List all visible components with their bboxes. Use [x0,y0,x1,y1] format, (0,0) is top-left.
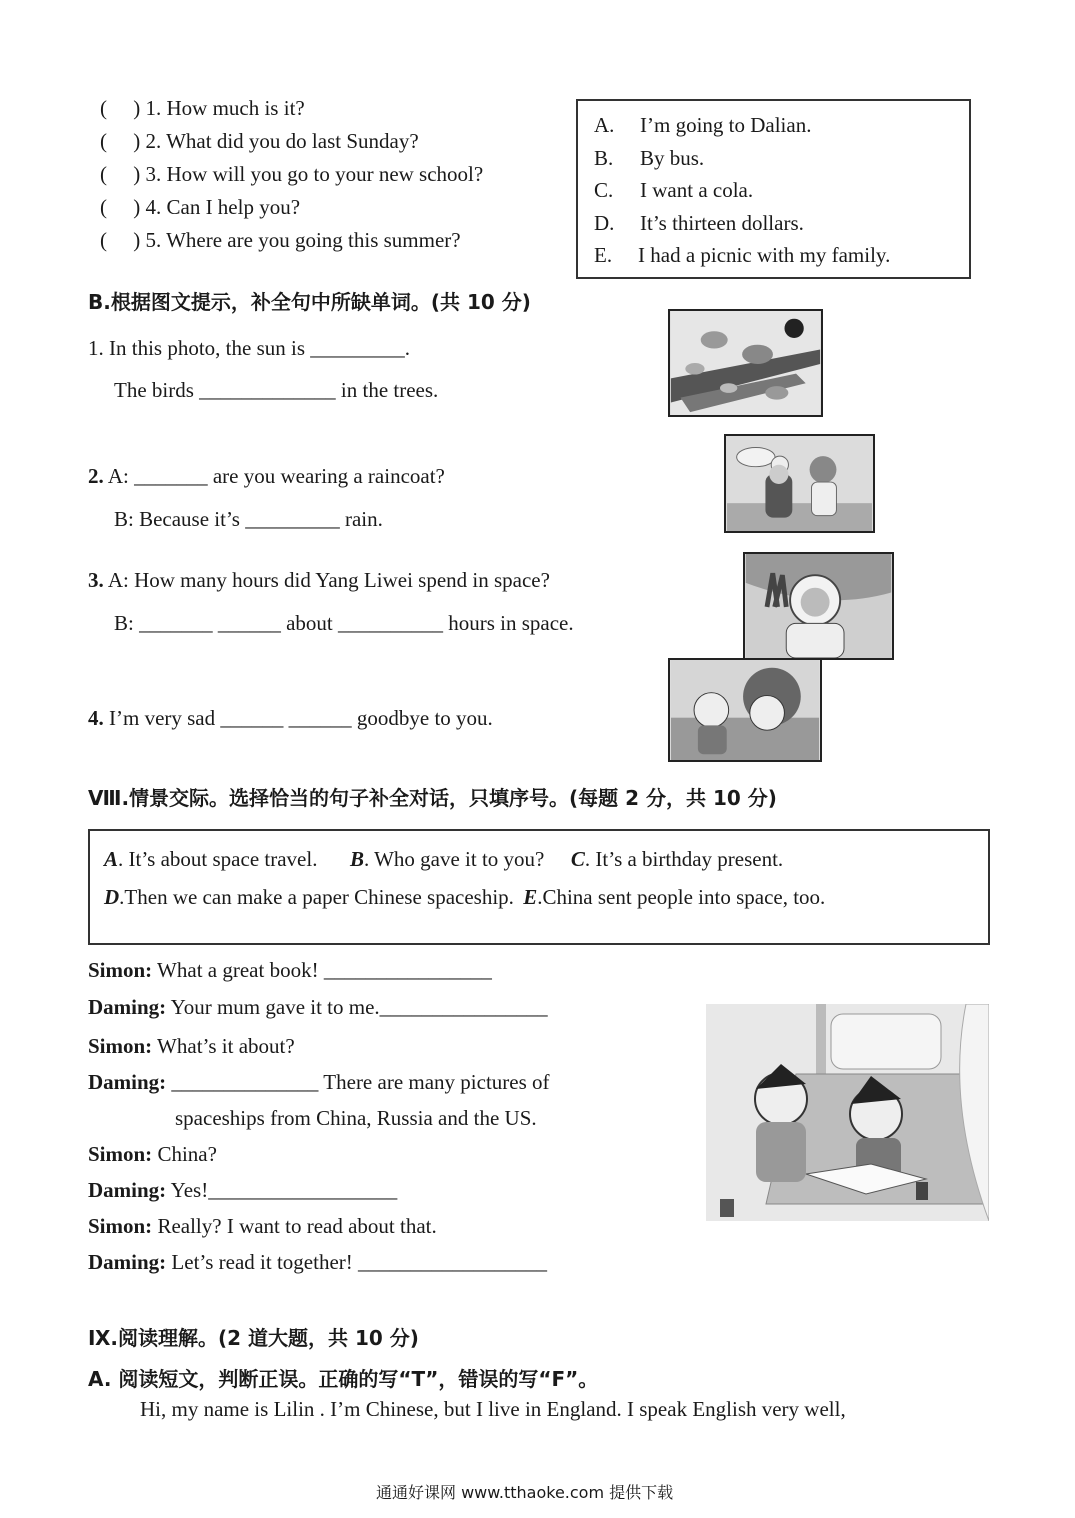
dialogue-speaker-9: Daming: [88,1250,167,1274]
section-b-q3-number: 3. [88,568,104,592]
dialogue-line-1 [88,958,492,983]
picture-astronaut [743,552,894,660]
section-b-q1-line1: 1. In this photo, the sun is _________. [88,336,411,360]
dialogue-text-7: Yes!__________________ [166,1178,398,1202]
option-d-letter: D [104,885,120,909]
dialogue-line-7 [88,1178,397,1203]
section-b-heading: B.根据图文提示，补全句中所缺单词。(共 10 分) [88,290,531,314]
section-9-subheading: A. 阅读短文，判断正误。正确的写“T”，错误的写“F”。 [88,1367,599,1391]
section-b-q4-text: I’m very sad ______ ______ goodbye to you. [103,706,493,730]
section-8-heading: Ⅷ.情景交际。选择恰当的句子补全对话，只填序号。(每题 2 分，共 10 分) [88,786,777,810]
match-answers-box [576,99,971,279]
picture-raincoat [724,434,875,533]
reading-illustration [706,1004,989,1221]
section-b-q2-line2: B: Because it’s _________ rain. [114,507,383,531]
answer-text-a: I’m going to Dalian. [640,113,812,137]
option-d-text: .Then we can make a paper Chinese spaceship. [119,885,514,909]
dialogue-text-4: ______________ There are many pictures of [166,1070,550,1094]
option-a-letter: A [104,847,119,871]
option-e-text: .China sent people into space, too. [537,885,826,909]
picture-boys-reading [706,1004,989,1221]
section-b-q2-line1 [88,464,445,489]
answer-text-d: It’s thirteen dollars. [640,211,804,235]
dialogue-line-9 [88,1250,547,1275]
dialogue-text-2: Your mum gave it to me.________________ [166,995,548,1019]
option-c-letter: C [570,847,585,871]
dialogue-text-6: China? [152,1142,217,1166]
option-b-text: . Who gave it to you? [363,847,545,871]
dialogue-line-3 [88,1034,295,1059]
answer-letter-b: B. [594,146,614,170]
section-b-q3-line1 [88,568,550,593]
dialogue-line-6 [88,1142,217,1167]
dialogue-text-9: Let’s read it together! __________________ [166,1250,548,1274]
options-line-1 [104,847,783,872]
section-b-q4-number: 4. [88,706,104,730]
option-b-letter: B [349,847,364,871]
dialogue-speaker-4: Daming: [88,1070,167,1094]
section-b-q4-line [88,706,493,731]
option-a-text: . It’s about space travel. [118,847,318,871]
match-question-5: ( ) 5. Where are you going this summer? [100,228,461,252]
dialogue-speaker-8: Simon: [88,1214,153,1238]
dialogue-line-8 [88,1214,437,1239]
answer-text-e: I had a picnic with my family. [638,243,891,267]
dialogue-line-4 [88,1070,550,1095]
dialogue-text-8: Really? I want to read about that. [152,1214,437,1238]
section-b-q2-number: 2. [88,464,104,488]
answer-letter-c: C. [594,178,614,202]
dialogue-line-5 [175,1106,537,1131]
dialogue-speaker-1: Simon: [88,958,153,982]
answer-letter-e: E. [594,243,613,267]
dialogue-text-1: What a great book! ________________ [152,958,492,982]
dialogue-line-2 [88,995,548,1020]
section-9-heading: Ⅸ.阅读理解。(2 道大题，共 10 分) [88,1326,419,1350]
dialogue-speaker-6: Simon: [88,1142,153,1166]
section-b-q2-text: A: _______ are you wearing a raincoat? [103,464,445,488]
section-b-q3-text: A: How many hours did Yang Liwei spend in space? [103,568,550,592]
match-question-1: ( ) 1. How much is it? [100,96,305,120]
dialogue-text-3: What’s it about? [152,1034,295,1058]
section-b-q1-line2: The birds _____________ in the trees. [114,378,439,402]
match-question-2: ( ) 2. What did you do last Sunday? [100,129,419,153]
answer-letter-a: A. [594,113,615,137]
section-b-q3-line2: B: _______ ______ about __________ hours in space. [114,611,574,635]
passage-first-line: Hi, my name is Lilin . I’m Chinese, but I live in England. I speak English very well, [140,1397,846,1421]
options-line-2 [104,885,825,910]
match-question-3: ( ) 3. How will you go to your new school? [100,162,484,186]
answer-letter-d: D. [594,211,615,235]
picture-goodbye [668,658,822,762]
dialogue-speaker-7: Daming: [88,1178,167,1202]
option-c-text: . It’s a birthday present. [584,847,784,871]
answer-text-c: I want a cola. [640,178,754,202]
birds-illustration [670,311,821,415]
footer-text: 通通好课网 www.tthaoke.com 提供下载 [376,1483,674,1502]
dialogue-speaker-3: Simon: [88,1034,153,1058]
dialogue-text-5: spaceships from China, Russia and the US. [175,1106,537,1130]
goodbye-illustration [670,660,820,760]
picture-birds-autumn [668,309,823,417]
dialogue-speaker-2: Daming: [88,995,167,1019]
option-e-letter: E [523,885,538,909]
answer-text-b: By bus. [640,146,705,170]
astronaut-illustration [745,554,892,658]
raincoat-illustration [726,436,873,531]
match-question-4: ( ) 4. Can I help you? [100,195,301,219]
options-box [88,829,990,945]
